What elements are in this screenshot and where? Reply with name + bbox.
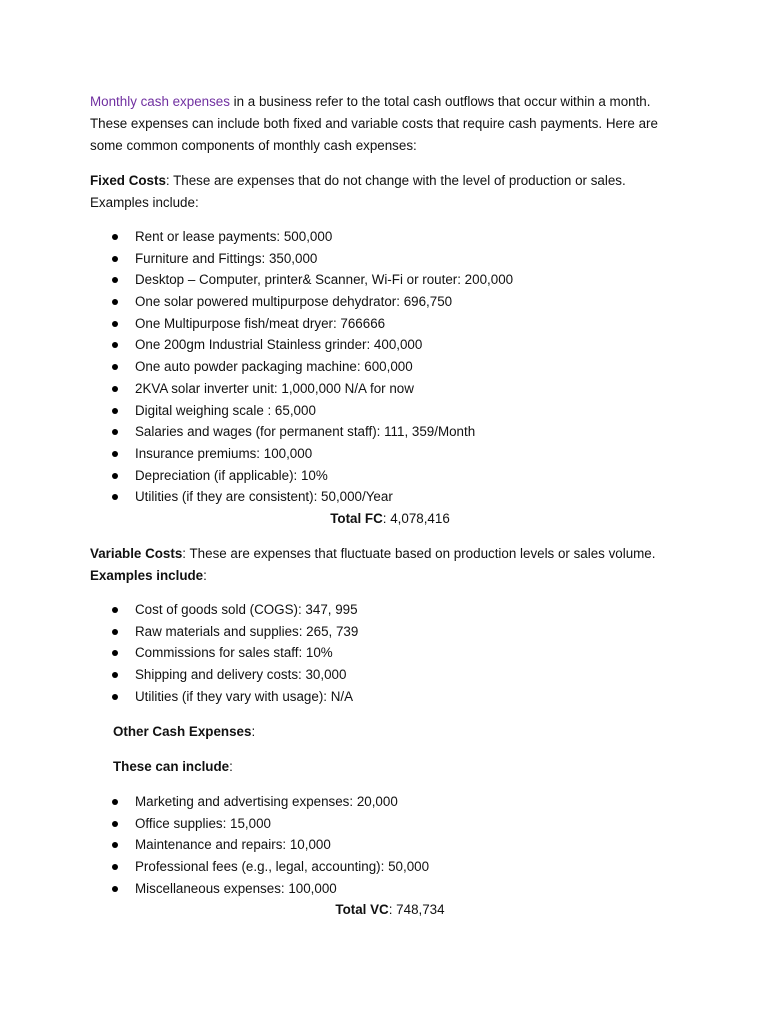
fixed-costs-heading: Fixed Costs xyxy=(90,173,166,188)
list-item: Office supplies: 15,000 xyxy=(90,813,690,835)
list-item: Rent or lease payments: 500,000 xyxy=(90,226,690,248)
list-item: Utilities (if they vary with usage): N/A xyxy=(90,686,690,708)
list-item: Insurance premiums: 100,000 xyxy=(90,443,690,465)
intro-line1: in a business refer to the total cash outflows that occur within a month. xyxy=(229,94,651,109)
bullet-icon xyxy=(112,821,118,827)
variable-costs-desc: : These are expenses that fluctuate based on production levels or sales volume. xyxy=(182,546,656,561)
fixed-costs-paragraph xyxy=(90,170,690,214)
bullet-icon xyxy=(112,408,118,414)
list-item: Furniture and Fittings: 350,000 xyxy=(90,248,690,270)
list-item: Cost of goods sold (COGS): 347, 995 xyxy=(90,599,690,621)
bullet-icon xyxy=(112,299,118,305)
fixed-costs-desc: : These are expenses that do not change with the level of production or sales. xyxy=(165,173,626,188)
list-item: One auto powder packaging machine: 600,000 xyxy=(90,356,690,378)
bullet-icon xyxy=(112,694,118,700)
bullet-icon xyxy=(112,650,118,656)
variable-costs-heading: Variable Costs xyxy=(90,546,183,561)
other-expenses-list xyxy=(90,791,690,899)
intro-line3: some common components of monthly cash expenses: xyxy=(90,138,417,153)
total-vc-value: : 748,734 xyxy=(388,902,445,917)
list-item: Shipping and delivery costs: 30,000 xyxy=(90,664,690,686)
list-item: Marketing and advertising expenses: 20,000 xyxy=(90,791,690,813)
total-vc-label: Total VC xyxy=(335,902,389,917)
bullet-icon xyxy=(112,886,118,892)
bullet-icon xyxy=(112,672,118,678)
list-item: Desktop – Computer, printer& Scanner, Wi-Fi or router: 200,000 xyxy=(90,269,690,291)
bullet-icon xyxy=(112,321,118,327)
variable-costs-paragraph: Variable Costs: These are expenses that fluctuate based on production levels or sales volume. Examples include: xyxy=(90,546,656,583)
fixed-costs-examples: Examples include: xyxy=(90,195,199,210)
bullet-icon xyxy=(112,386,118,392)
bullet-icon xyxy=(112,234,118,240)
list-item: Commissions for sales staff: 10% xyxy=(90,642,690,664)
list-item: Professional fees (e.g., legal, accounting): 50,000 xyxy=(90,856,690,878)
bullet-icon xyxy=(112,473,118,479)
other-expenses-heading-line: Other Cash Expenses: xyxy=(113,724,256,739)
list-item: Miscellaneous expenses: 100,000 xyxy=(90,878,690,900)
list-item: Salaries and wages (for permanent staff): 111, 359/Month xyxy=(90,421,690,443)
these-can-include-label: These can include xyxy=(113,759,230,774)
bullet-icon xyxy=(112,364,118,370)
fixed-costs-list xyxy=(90,226,690,508)
bullet-icon xyxy=(112,429,118,435)
intro-paragraph xyxy=(90,91,690,157)
bullet-icon xyxy=(112,607,118,613)
bullet-icon xyxy=(112,277,118,283)
bullet-icon xyxy=(112,342,118,348)
list-item: Utilities (if they are consistent): 50,000/Year xyxy=(90,486,690,508)
list-item: Raw materials and supplies: 265, 739 xyxy=(90,621,690,643)
bullet-icon xyxy=(112,256,118,262)
list-item: Digital weighing scale : 65,000 xyxy=(90,400,690,422)
monthly-cash-expenses-link[interactable]: Monthly cash expenses xyxy=(90,94,230,109)
total-fc-value: : 4,078,416 xyxy=(382,511,450,526)
list-item: One 200gm Industrial Stainless grinder: 400,000 xyxy=(90,334,690,356)
list-item: 2KVA solar inverter unit: 1,000,000 N/A for now xyxy=(90,378,690,400)
bullet-icon xyxy=(112,864,118,870)
total-vc xyxy=(90,899,690,921)
total-fc-label: Total FC xyxy=(330,511,383,526)
bullet-icon xyxy=(112,451,118,457)
list-item: One Multipurpose fish/meat dryer: 766666 xyxy=(90,313,690,335)
variable-costs-list xyxy=(90,599,690,707)
bullet-icon xyxy=(112,494,118,500)
bullet-icon xyxy=(112,799,118,805)
intro-line2: These expenses can include both fixed and variable costs that require cash payments. Here are xyxy=(90,116,658,131)
list-item: Maintenance and repairs: 10,000 xyxy=(90,834,690,856)
total-fc xyxy=(90,508,690,530)
bullet-icon xyxy=(112,629,118,635)
these-can-include-line: These can include: xyxy=(113,759,233,774)
variable-examples-label: Examples include xyxy=(90,568,204,583)
other-expenses-heading: Other Cash Expenses xyxy=(113,724,252,739)
bullet-icon xyxy=(112,842,118,848)
list-item: One solar powered multipurpose dehydrator: 696,750 xyxy=(90,291,690,313)
list-item: Depreciation (if applicable): 10% xyxy=(90,465,690,487)
